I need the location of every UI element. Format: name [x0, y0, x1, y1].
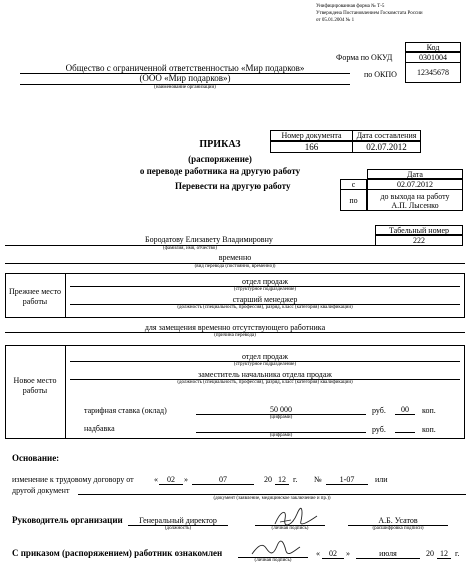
rate-label: тарифная ставка (оклад): [84, 406, 167, 415]
rub-label: руб.: [372, 406, 386, 415]
ack-sign-caption: (личная подпись): [254, 558, 292, 563]
kop-label: коп.: [422, 406, 436, 415]
contract-year-suffix: г.: [293, 475, 298, 484]
ack-year-prefix: 20: [426, 549, 434, 558]
kop2-label: коп.: [422, 425, 436, 434]
ack-q2: »: [346, 549, 350, 558]
contract-or-label: или: [375, 475, 388, 484]
ack-year: 12: [440, 549, 448, 558]
organization-short-name: (ООО «Мир подарков»): [139, 73, 231, 83]
form-header-line2: Утверждена Постановлением Госкомстата России: [316, 11, 423, 16]
contract-year-prefix: 20: [264, 475, 272, 484]
contract-month: 07: [219, 475, 227, 484]
employee-name: Бородатову Елизавету Владимировну: [145, 235, 273, 244]
previous-position: старший менеджер: [232, 295, 298, 304]
previous-label-line1: Прежнее место: [9, 287, 61, 296]
previous-label-line2: работы: [22, 297, 48, 306]
doc-number-value: 166: [270, 141, 353, 153]
rub2-label: руб.: [372, 425, 386, 434]
previous-department-caption: (структурное подразделение): [233, 287, 297, 292]
doc-date-header: Дата составления: [353, 130, 421, 141]
head-position-caption: (должность): [164, 526, 192, 531]
order-subject: о переводе работника на другую работу: [139, 166, 301, 176]
ack-q1: «: [316, 549, 320, 558]
ack-month: июля: [379, 549, 397, 558]
head-sign-caption: (личная подпись): [271, 526, 309, 531]
contract-q1: «: [154, 475, 158, 484]
transfer-type: временно: [218, 253, 252, 262]
organization-caption: (наименование организации): [154, 85, 216, 90]
contract-num-label: №: [314, 475, 322, 484]
okud-value: 0301004: [405, 52, 461, 63]
ack-year-suffix: г.: [455, 549, 460, 558]
new-label-line1: Новое место: [13, 376, 57, 385]
head-position: Генеральный директор: [139, 516, 217, 525]
rate-value: 50 000: [270, 405, 292, 414]
previous-department: отдел продаж: [241, 277, 289, 286]
new-department: отдел продаж: [241, 352, 289, 361]
basis-title: Основание:: [12, 453, 60, 463]
new-position-caption: (должность (специальность, профессия), разряд, класс (категория) квалификации): [177, 380, 353, 385]
okpo-label: по ОКПО: [364, 70, 397, 79]
new-position: заместитель начальника отдела продаж: [198, 370, 332, 379]
transfer-reason-caption: (причина перевода): [214, 333, 256, 338]
contract-year: 12: [278, 475, 286, 484]
transfer-label: Перевести на другую работу: [175, 181, 291, 191]
transfer-reason: для замещения временно отсутствующего работника: [144, 323, 326, 332]
previous-position-caption: (должность (специальность, профессия), разряд, класс (категория) квалификации): [177, 305, 353, 310]
transfer-from-value: 02.07.2012: [367, 179, 463, 190]
order-title: ПРИКАЗ: [199, 139, 241, 150]
other-doc-label: другой документ: [12, 486, 70, 495]
doc-number-header: Номер документа: [270, 130, 353, 141]
organization-name: Общество с ограниченной ответственностью «Мир подарков»: [65, 63, 305, 73]
head-signature: [272, 507, 320, 529]
transfer-to-value-line2: А.П. Лысенко: [391, 201, 439, 210]
employee-name-caption: (фамилия, имя, отчество): [163, 246, 217, 251]
contract-day: 02: [167, 475, 175, 484]
other-doc-caption: (документ (заявление, медицинское заключение и пр.)): [213, 496, 331, 501]
ack-day: 02: [329, 549, 337, 558]
bonus-caption: (цифрами): [269, 433, 293, 438]
transfer-type-caption: (вид перевода (постоянно, временно)): [194, 264, 276, 269]
new-department-caption: (структурное подразделение): [233, 362, 297, 367]
rate-caption: (цифрами): [269, 415, 293, 420]
transfer-to-value-line1: до выхода на работу: [380, 192, 450, 201]
codes-header: Код: [405, 42, 461, 52]
contract-num-value: 1-07: [339, 475, 355, 484]
form-header-line3: от 05.01.2004 № 1: [316, 18, 355, 23]
transfer-to-label: по: [340, 190, 367, 211]
employee-signature: [250, 538, 302, 560]
ack-label: С приказом (распоряжением) работник ознакомлен: [12, 548, 223, 558]
tab-number-value: 222: [375, 235, 463, 246]
doc-date-value: 02.07.2012: [353, 141, 421, 153]
order-subtitle: (распоряжение): [188, 154, 252, 164]
head-label: Руководитель организации: [12, 515, 123, 525]
kop-value: 00: [401, 405, 409, 414]
new-label-line2: работы: [22, 386, 48, 395]
contract-text: изменение к трудовому договору от: [12, 475, 134, 484]
transfer-date-header: Дата: [367, 169, 463, 179]
okud-label: Форма по ОКУД: [336, 53, 393, 62]
head-name: А.Б. Усатов: [378, 516, 418, 525]
transfer-from-label: с: [340, 179, 367, 190]
form-header-line1: Унифицированная форма № Т-5: [316, 4, 385, 9]
tab-number-header: Табельный номер: [375, 225, 463, 235]
bonus-label: надбавка: [84, 424, 115, 433]
head-name-caption: (расшифровка подписи): [372, 526, 424, 531]
contract-q2: »: [184, 475, 188, 484]
okpo-value: 12345678: [405, 63, 461, 83]
